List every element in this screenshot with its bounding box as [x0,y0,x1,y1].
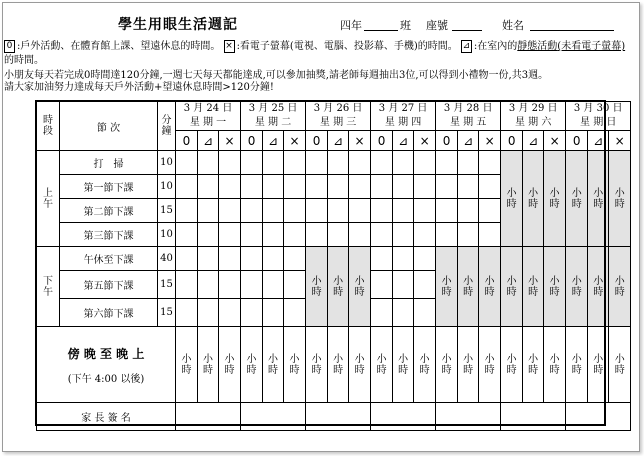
entry-cell[interactable] [198,247,219,271]
parent-signature-cell[interactable] [501,403,566,431]
day-weekday: 星 期 日 [580,117,617,128]
entry-cell[interactable] [219,199,241,223]
instructions-line-2: 請大家加油努力達成每天戶外活動+望遠休息時間>120分鐘! [4,82,274,93]
hours-label: 小時 [224,353,235,376]
entry-cell[interactable] [393,175,414,199]
subcol-header: ⊿ [588,131,609,151]
entry-cell[interactable] [219,271,241,299]
hours-cell[interactable] [328,327,349,403]
afternoon-label-text: 下午 [43,275,53,298]
legend-outdoor-text: :戶外活動、在體育館上課、望遠休息的時間。 [17,41,221,52]
hours-cell[interactable] [523,327,544,403]
hours-cell[interactable] [349,327,371,403]
entry-cell[interactable] [306,151,328,175]
day-header-1 [176,102,241,131]
hours-label: 小時 [528,187,539,210]
entry-cell[interactable] [479,223,501,247]
session-minutes: 10 [158,175,176,199]
entry-cell[interactable] [414,271,436,299]
hours-cell[interactable] [371,327,393,403]
hours-label: 小時 [593,275,604,298]
hours-cell[interactable] [306,327,328,403]
entry-cell[interactable] [436,223,458,247]
entry-cell[interactable] [306,175,328,199]
entry-cell[interactable] [176,247,198,271]
hours-label: 小時 [614,275,625,298]
entry-cell[interactable] [198,151,219,175]
entry-cell[interactable] [176,271,198,299]
entry-cell[interactable] [371,199,393,223]
subcol-header: ⊿ [458,131,479,151]
hours-cell [544,151,566,247]
entry-cell[interactable] [241,223,263,247]
hours-cell[interactable] [566,327,588,403]
legend-indoor-post: 的時間。 [4,55,44,66]
subcol-header: 0 [566,131,588,151]
entry-cell[interactable] [349,223,371,247]
seat-label: 座號 [426,19,448,32]
hours-cell[interactable] [479,327,501,403]
entry-cell[interactable] [393,223,414,247]
afternoon-label [37,247,60,327]
entry-cell[interactable] [479,175,501,199]
hours-label: 小時 [203,353,213,376]
entry-cell[interactable] [176,175,198,199]
hours-label: 小時 [441,353,452,376]
day-header-2 [241,102,306,131]
session-header: 節 次 [60,102,158,151]
class-field[interactable] [364,30,398,31]
day-date: 3 月 30 日 [573,103,623,114]
entry-cell[interactable] [393,299,414,327]
hours-label: 小時 [398,353,409,376]
entry-cell[interactable] [219,175,241,199]
entry-cell[interactable] [414,175,436,199]
hours-label: 小時 [419,353,430,376]
hours-label: 小時 [549,275,560,298]
hours-cell[interactable] [241,327,263,403]
entry-cell[interactable] [349,175,371,199]
hours-cell[interactable] [544,327,566,403]
entry-cell[interactable] [458,199,479,223]
hours-label: 小時 [181,353,192,376]
entry-cell[interactable] [479,151,501,175]
subcol-header: 0 [176,131,198,151]
entry-cell[interactable] [176,199,198,223]
subcol-header: ⊿ [198,131,219,151]
outdoor-symbol: 0 [4,40,15,53]
session-name: 第三節下課 [60,223,158,247]
hours-cell [328,247,349,327]
hours-label: 小時 [614,187,625,210]
hours-label: 小時 [593,353,604,376]
hours-label: 小時 [441,275,452,298]
minutes-header [158,102,176,151]
entry-cell[interactable] [284,247,306,271]
entry-cell[interactable] [328,175,349,199]
entry-cell[interactable] [458,151,479,175]
day-header-3 [306,102,371,131]
subcol-header: 0 [371,131,393,151]
name-label: 姓名 [502,19,524,32]
entry-cell[interactable] [198,199,219,223]
hours-cell[interactable] [609,327,631,403]
hours-cell [609,151,631,247]
hours-cell [544,247,566,327]
entry-cell[interactable] [349,151,371,175]
hours-cell [501,151,523,247]
entry-cell[interactable] [198,299,219,327]
day-weekday: 星 期 五 [449,117,487,128]
entry-cell[interactable] [393,199,414,223]
subcol-header: × [349,131,371,151]
session-name: 第二節下課 [60,199,158,223]
hours-label: 小時 [571,275,582,298]
entry-cell[interactable] [328,199,349,223]
entry-cell[interactable] [241,299,263,327]
day-date: 3 月 29 日 [508,103,558,114]
hours-label: 小時 [376,353,387,376]
day-weekday: 星 期 一 [189,117,227,128]
hours-label: 小時 [528,275,539,298]
subcol-header: 0 [501,131,523,151]
hours-cell [501,247,523,327]
hours-label: 小時 [528,353,539,376]
session-name: 第五節下課 [60,271,158,299]
entry-cell[interactable] [306,199,328,223]
hours-cell [609,247,631,327]
record-table [36,101,631,431]
entry-cell[interactable] [263,247,284,271]
entry-cell[interactable] [414,151,436,175]
entry-cell[interactable] [414,199,436,223]
entry-cell[interactable] [458,175,479,199]
entry-cell[interactable] [436,175,458,199]
hours-label: 小時 [614,353,625,376]
subcol-header: 0 [436,131,458,151]
parent-signature-label: 家 長 簽 名 [37,403,176,431]
entry-cell[interactable] [263,271,284,299]
subcol-header: ⊿ [328,131,349,151]
instructions [4,70,636,94]
entry-cell[interactable] [176,151,198,175]
entry-cell[interactable] [284,175,306,199]
entry-cell[interactable] [198,271,219,299]
entry-cell[interactable] [241,199,263,223]
evening-sub: (下午 4:00 以後) [67,373,145,385]
entry-cell[interactable] [479,199,501,223]
parent-signature-cell[interactable] [371,403,436,431]
entry-cell[interactable] [176,299,198,327]
hours-label: 小時 [571,187,582,210]
hours-cell [588,151,609,247]
legend-screen-text: :看電子螢幕(電視、電腦、投影幕、手機)的時間。 [236,41,458,52]
entry-cell[interactable] [284,271,306,299]
subcol-header: × [479,131,501,151]
entry-cell[interactable] [198,223,219,247]
entry-cell[interactable] [306,223,328,247]
hours-label: 小時 [593,187,604,210]
session-minutes: 15 [158,199,176,223]
entry-cell[interactable] [349,199,371,223]
legend [4,40,634,68]
session-minutes: 15 [158,271,176,299]
day-header-6 [501,102,566,131]
hours-cell [479,247,501,327]
day-date: 3 月 28 日 [443,103,493,114]
parent-signature-cell[interactable] [566,403,631,431]
hours-label: 小時 [354,353,365,376]
hours-label: 小時 [484,275,495,298]
hours-label: 小時 [463,275,474,298]
entry-cell[interactable] [436,199,458,223]
entry-cell[interactable] [284,151,306,175]
evening-label: 傍 晚 至 晚 上 [67,346,145,361]
hours-label: 小時 [571,353,582,376]
day-weekday: 星 期 六 [514,117,552,128]
entry-cell[interactable] [219,223,241,247]
entry-cell[interactable] [371,299,393,327]
session-name: 午休至下課 [60,247,158,271]
hours-label: 小時 [268,353,279,376]
morning-label [37,151,60,247]
session-minutes: 10 [158,223,176,247]
entry-cell[interactable] [219,247,241,271]
hours-cell [566,247,588,327]
hours-cell [523,247,544,327]
hours-cell[interactable] [458,327,479,403]
indoor-symbol: ⊿ [462,41,471,51]
hours-label: 小時 [484,353,495,376]
period-header [37,102,60,151]
parent-signature-cell[interactable] [306,403,371,431]
entry-cell[interactable] [241,175,263,199]
entry-cell[interactable] [328,151,349,175]
subcol-header: ⊿ [263,131,284,151]
hours-cell[interactable] [198,327,219,403]
period-header-text: 時段 [43,115,53,137]
day-date: 3 月 27 日 [378,103,428,114]
hours-label: 小時 [311,275,322,298]
screen-symbol: × [225,41,233,51]
entry-cell[interactable] [284,223,306,247]
subcol-header: × [609,131,631,151]
entry-cell[interactable] [414,223,436,247]
evening-header [37,327,176,403]
hours-cell [436,247,458,327]
day-date: 3 月 25 日 [248,103,298,114]
subcol-header: × [414,131,436,151]
parent-signature-cell[interactable] [436,403,501,431]
hours-label: 小時 [549,187,560,210]
entry-cell[interactable] [371,151,393,175]
class-label: 班 [400,19,411,32]
seat-field[interactable] [452,30,482,31]
hours-cell [306,247,328,327]
parent-signature-cell[interactable] [241,403,306,431]
hours-label: 小時 [289,353,300,376]
hours-cell[interactable] [219,327,241,403]
entry-cell[interactable] [414,299,436,327]
day-weekday: 星 期 三 [319,117,357,128]
hours-label: 小時 [246,353,257,376]
subcol-header: 0 [306,131,328,151]
worksheet-header [0,14,640,34]
parent-signature-cell[interactable] [176,403,241,431]
hours-label: 小時 [333,353,344,376]
hours-cell[interactable] [414,327,436,403]
name-field[interactable] [530,30,614,31]
hours-label: 小時 [463,353,474,376]
day-weekday: 星 期 四 [384,117,422,128]
entry-cell[interactable] [263,223,284,247]
hours-cell[interactable] [284,327,306,403]
grade-label: 四年 [340,19,362,32]
hours-cell[interactable] [263,327,284,403]
entry-cell[interactable] [241,271,263,299]
entry-cell[interactable] [176,223,198,247]
legend-indoor-u2: (未看電子螢幕) [557,41,626,52]
session-name: 第一節下課 [60,175,158,199]
hours-label: 小時 [506,353,517,376]
legend-indoor-text: :在室內的 [473,41,518,52]
entry-cell[interactable] [393,247,414,271]
session-minutes: 15 [158,299,176,327]
session-minutes: 40 [158,247,176,271]
entry-cell[interactable] [393,271,414,299]
subcol-header: × [544,131,566,151]
hours-label: 小時 [311,353,322,376]
hours-label: 小時 [506,275,517,298]
entry-cell[interactable] [414,247,436,271]
hours-cell [458,247,479,327]
hours-cell[interactable] [588,327,609,403]
day-date: 3 月 26 日 [313,103,363,114]
session-name: 第六節下課 [60,299,158,327]
session-name: 打 掃 [60,151,158,175]
subcol-header: ⊿ [523,131,544,151]
subcol-header: ⊿ [393,131,414,151]
subcol-header: × [219,131,241,151]
entry-cell[interactable] [284,299,306,327]
hours-label: 小時 [354,275,365,298]
hours-label: 小時 [333,275,344,298]
hours-cell [588,247,609,327]
entry-cell[interactable] [241,151,263,175]
entry-cell[interactable] [284,199,306,223]
entry-cell[interactable] [436,151,458,175]
entry-cell[interactable] [458,223,479,247]
subcol-header: × [284,131,306,151]
entry-cell[interactable] [198,175,219,199]
entry-cell[interactable] [371,175,393,199]
hours-cell[interactable] [393,327,414,403]
entry-cell[interactable] [263,199,284,223]
legend-indoor-u1: 靜態活動 [517,41,558,52]
entry-cell[interactable] [219,151,241,175]
entry-cell[interactable] [263,175,284,199]
day-date: 3 月 24 日 [183,103,233,114]
hours-cell[interactable] [501,327,523,403]
entry-cell[interactable] [263,299,284,327]
day-header-4 [371,102,436,131]
minutes-header-text: 分鐘 [161,115,172,137]
entry-cell[interactable] [393,151,414,175]
entry-cell[interactable] [371,223,393,247]
day-weekday: 星 期 二 [254,117,292,128]
page-title: 學生用眼生活週記 [118,17,238,33]
morning-label-text: 上午 [43,187,53,210]
hours-cell [566,151,588,247]
hours-cell[interactable] [176,327,198,403]
hours-label: 小時 [506,187,517,210]
entry-cell[interactable] [241,247,263,271]
instructions-line-1: 小朋友每天若完成0時間達120分鐘,一週七天每天都能達成,可以參加抽獎,請老師每週抽出3位,可以得到小禮物一份,共3週。 [4,70,549,81]
entry-cell[interactable] [263,151,284,175]
subcol-header: 0 [241,131,263,151]
hours-cell [349,247,371,327]
hours-cell[interactable] [436,327,458,403]
entry-cell[interactable] [219,299,241,327]
hours-cell [523,151,544,247]
entry-cell[interactable] [371,271,393,299]
entry-cell[interactable] [328,223,349,247]
entry-cell[interactable] [371,247,393,271]
session-minutes: 10 [158,151,176,175]
day-header-7 [566,102,631,131]
hours-label: 小時 [549,353,560,376]
day-header-5 [436,102,501,131]
